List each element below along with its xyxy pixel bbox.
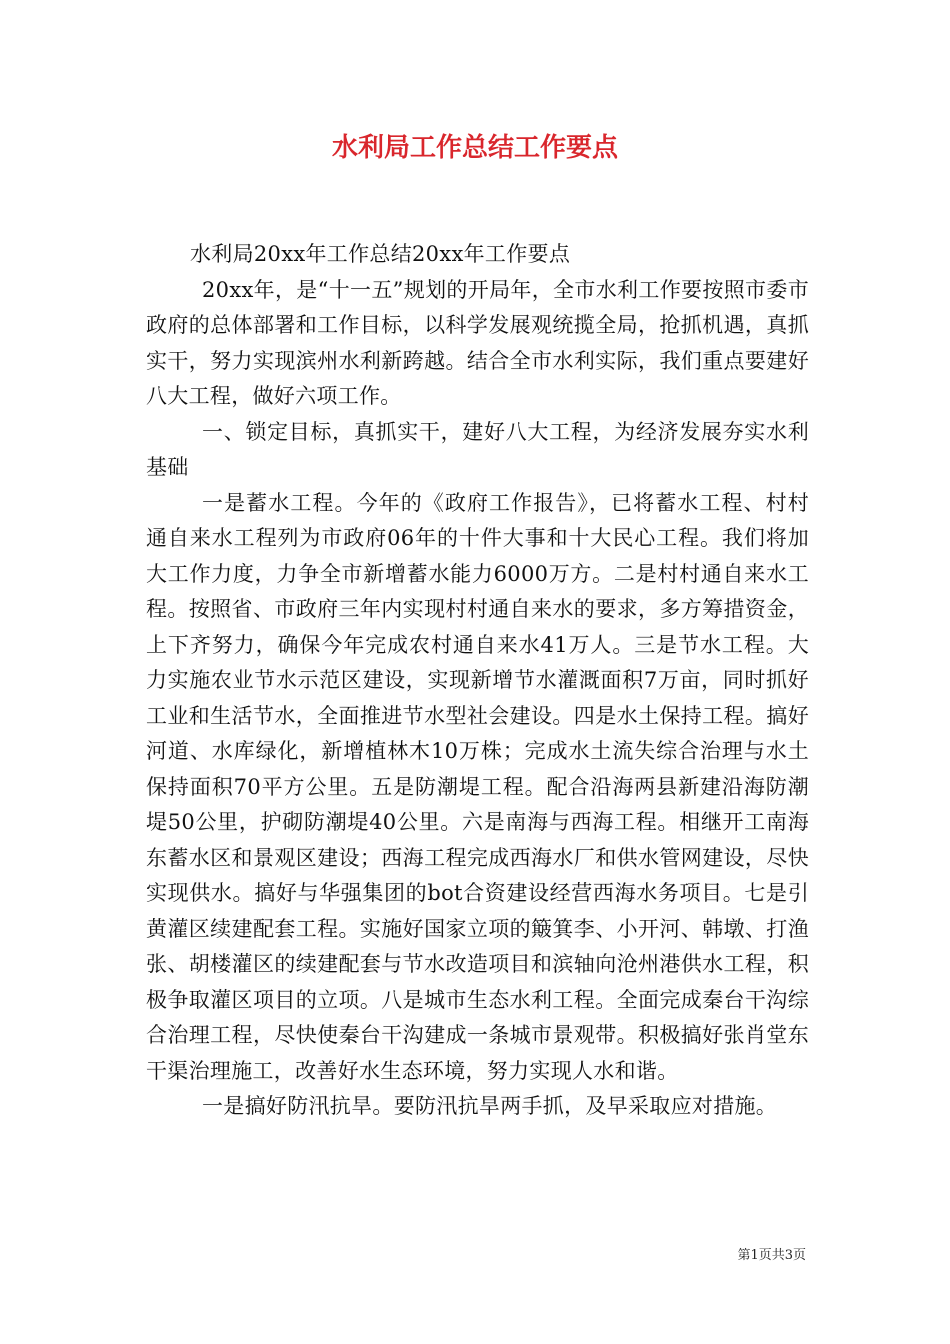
projects-paragraph: 一是蓄水工程。今年的《政府工作报告》，已将蓄水工程、村村通自来水工程列为市政府06年的十件大事和十大民心工程。我们将加大工作力度，力争全市新增蓄水能力6000万方。二是村村通自来水工程。按照省、市政府三年内实现村村通自来水的要求，多方筹措资金，上下齐努力，确保今年完成农村通自来水41万人。三是节水工程。大力实施农业节水示范区建设，实现新增节水灌溉面积7万亩，同时抓好工业和生活节水，全面推进节水型社会建设。四是水土保持工程。搞好河道、水库绿化，新增植林木10万株；完成水土流失综合治理与水土保持面积70平方公里。五是防潮堤工程。配合沿海两县新建沿海防潮堤50公里，护砌防潮堤40公里。六是南海与西海工程。相继开工南海东蓄水区和景观区建设；西海工程完成西海水厂和供水管网建设，尽快实现供水。搞好与华强集团的bot合资建设经营西海水务项目。七是引黄灌区续建配套工程。实施好国家立项的簸箕李、小开河、韩墩、打渔张、胡楼灌区的续建配套与节水改造项目和滨轴向沧州港供水工程，积极争取灌区项目的立项。八是城市生态水利工程。全面完成秦台干沟综合治理工程，尽快使秦台干沟建成一条城市景观带。积极搞好张肖堂东干渠治理施工，改善好水生态环境，努力实现人水和谐。	[146, 490, 809, 1083]
document-body	[146, 237, 809, 1125]
section-heading-paragraph: 一、锁定目标，真抓实干，建好八大工程，为经济发展夯实水利基础	[146, 419, 809, 479]
document-title: 水利局工作总结工作要点	[331, 133, 618, 163]
flood-control-paragraph: 一是搞好防汛抗旱。要防汛抗旱两手抓，及早采取应对措施。	[202, 1094, 778, 1118]
intro-paragraph: 20xx年，是“十一五”规划的开局年，全市水利工作要按照市委市政府的总体部署和工作目标，以科学发展观统揽全局，抢抓机遇，真抓实干，努力实现滨州水利新跨越。结合全市水利实际，我们重点要建好八大工程，做好六项工作。	[146, 277, 809, 408]
subtitle-paragraph: 水利局20xx年工作总结20xx年工作要点	[190, 242, 571, 266]
page-number: 第1页共3页	[737, 1248, 806, 1263]
